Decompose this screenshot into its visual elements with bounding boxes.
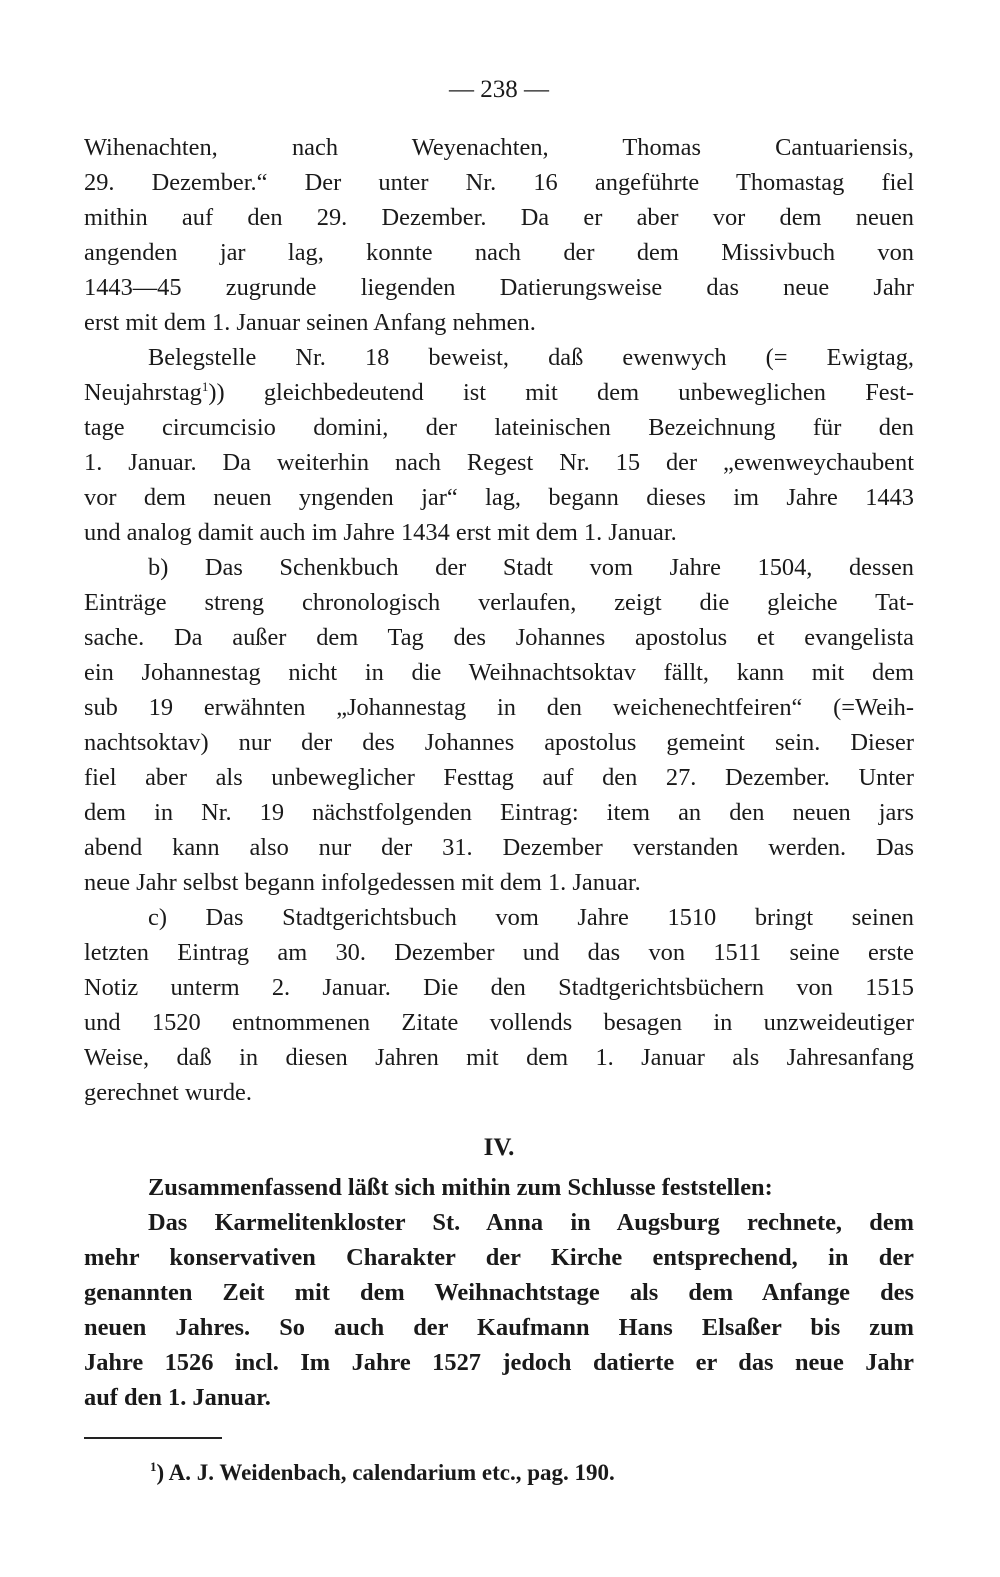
text-line: Wihenachten, nach Weyenachten, Thomas Cantuariensis, xyxy=(84,134,914,161)
text-line: 1. Januar. Da weiterhin nach Regest Nr. 15 der „ewenweychaubent xyxy=(84,449,914,476)
footnote-reference: 1 xyxy=(201,379,209,394)
text-line: gerechnet wurde. xyxy=(84,1079,252,1106)
footnote-text: ) A. J. Weidenbach, calendarium etc., pag. 190. xyxy=(156,1460,615,1485)
paragraph-1 xyxy=(84,130,914,340)
text-line: Weise, daß in diesen Jahren mit dem 1. Januar als Jahresanfang xyxy=(84,1044,914,1071)
text-line: 29. Dezember.“ Der unter Nr. 16 angeführte Thomastag fiel xyxy=(84,169,914,196)
text-fragment: )) gleichbedeutend ist mit dem unbeweglichen Fest- xyxy=(208,379,914,406)
text-line: Einträge streng chronologisch verlaufen, zeigt die gleiche Tat- xyxy=(84,589,914,616)
text-line: und analog damit auch im Jahre 1434 erst mit dem 1. Januar. xyxy=(84,519,677,546)
text-fragment: Neujahrstag xyxy=(84,379,202,406)
footnote-divider xyxy=(84,1437,222,1439)
text-line: mithin auf den 29. Dezember. Da er aber vor dem neuen xyxy=(84,204,914,231)
text-line: b) Das Schenkbuch der Stadt vom Jahre 1504, dessen xyxy=(148,554,914,581)
text-line: tage circumcisio domini, der lateinischen Bezeichnung für den xyxy=(84,414,914,441)
text-line: Notiz unterm 2. Januar. Die den Stadtgerichtsbüchern von 1515 xyxy=(84,974,914,1001)
text-line: fiel aber als unbeweglicher Festtag auf den 27. Dezember. Unter xyxy=(84,764,914,791)
text-line: neuen Jahres. So auch der Kaufmann Hans Elsaßer bis zum xyxy=(84,1314,914,1341)
text-line: vor dem neuen yngenden jar“ lag, begann dieses im Jahre 1443 xyxy=(84,484,914,511)
text-line: dem in Nr. 19 nächstfolgenden Eintrag: item an den neuen jars xyxy=(84,799,914,826)
text-line: ein Johannestag nicht in die Weihnachtsoktav fällt, kann mit dem xyxy=(84,659,914,686)
text-line: erst mit dem 1. Januar seinen Anfang nehmen. xyxy=(84,309,536,336)
text-line: Jahre 1526 incl. Im Jahre 1527 jedoch datierte er das neue Jahr xyxy=(84,1349,914,1376)
page-number: — 238 — xyxy=(449,76,549,103)
text-line: 1443—45 zugrunde liegenden Datierungsweise das neue Jahr xyxy=(84,274,914,301)
text-line: auf den 1. Januar. xyxy=(84,1384,271,1411)
text-line: letzten Eintrag am 30. Dezember und das von 1511 seine erste xyxy=(84,939,914,966)
paragraph-2 xyxy=(84,340,914,550)
text-line: genannten Zeit mit dem Weihnachtstage als dem Anfange des xyxy=(84,1279,914,1306)
text-line: Belegstelle Nr. 18 beweist, daß ewenwych (= Ewigtag, xyxy=(148,344,914,371)
text-line: neue Jahr selbst begann infolgedessen mit dem 1. Januar. xyxy=(84,869,641,896)
text-line: c) Das Stadtgerichtsbuch vom Jahre 1510 bringt seinen xyxy=(148,904,914,931)
text-line: und 1520 entnommenen Zitate vollends besagen in unzweideutiger xyxy=(84,1009,914,1036)
paragraph-4 xyxy=(84,900,914,1110)
text-line-with-footnote xyxy=(84,375,914,410)
text-line: Zusammenfassend läßt sich mithin zum Schlusse feststellen: xyxy=(148,1174,773,1201)
text-line: nachtsoktav) nur der des Johannes apostolus gemeint sein. Dieser xyxy=(84,729,914,756)
page-body xyxy=(84,70,914,1415)
footnote-marker: 1 xyxy=(150,1459,157,1474)
text-line: angenden jar lag, konnte nach der dem Missivbuch von xyxy=(84,239,914,266)
text-line: Das Karmelitenkloster St. Anna in Augsburg rechnete, dem xyxy=(148,1209,914,1236)
text-line: abend kann also nur der 31. Dezember verstanden werden. Das xyxy=(84,834,914,861)
paragraph-3 xyxy=(84,550,914,900)
conclusion-paragraph xyxy=(84,1170,914,1415)
text-line: sub 19 erwähnten „Johannestag in den weichenechtfeiren“ (=Weih- xyxy=(84,694,914,721)
text-line: mehr konservativen Charakter der Kirche entsprechend, in der xyxy=(84,1244,914,1271)
section-heading: IV. xyxy=(483,1134,515,1161)
text-line: sache. Da außer dem Tag des Johannes apostolus et evangelista xyxy=(84,624,914,651)
footnote xyxy=(150,1458,615,1488)
